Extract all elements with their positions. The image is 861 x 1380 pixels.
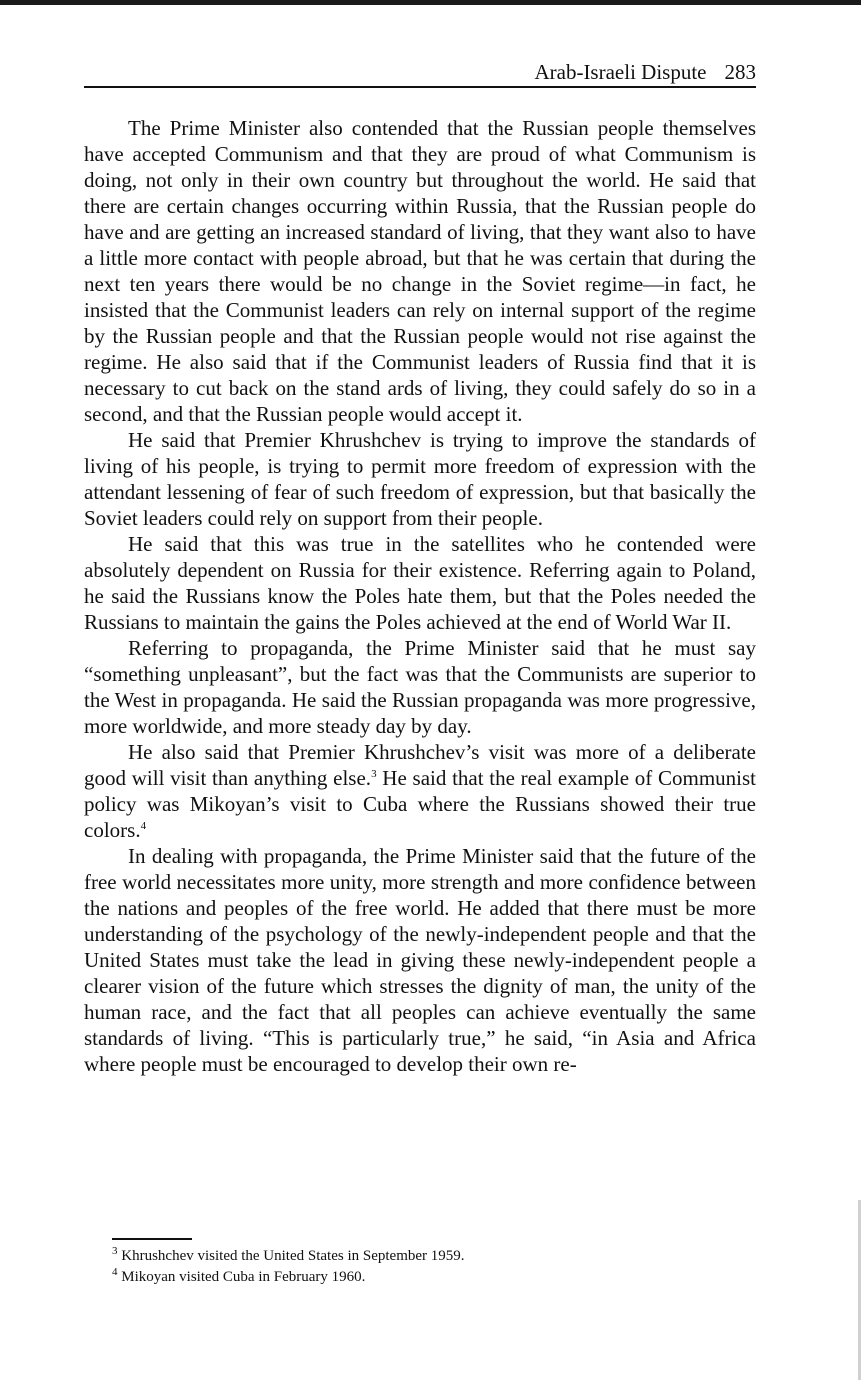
paragraph-6: In dealing with propaganda, the Prime Minister said that the future of the free world necessitates more unity, more strength and more confidence between the nations and peoples of the free world. He added that there must be more understanding of the psychology of the newly-independent people and that the United States must take the lead in giving these newly-independent people a clearer vision of the future which stresses the dignity of man, the unity of the human race, and the fact that all peoples can achieve eventually the same standards of living. “This is particularly true,” he said, “in Asia and Africa where people must be encouraged to develop their own re- (84, 844, 756, 1076)
paragraph-2: He said that Premier Khrushchev is trying to improve the standards of living of his people, is trying to permit more freedom of expression with the attendant lessening of fear of such freedom of expression, but that basically the Soviet leaders could rely on support from their people. (84, 428, 756, 530)
footnotes (112, 1246, 752, 1288)
footnote-4-text: Mikoyan visited Cuba in February 1960. (117, 1269, 366, 1285)
paragraph-5-part-2: He said that the real example of Communist policy was Mikoyan’s visit to Cuba where the Russians showed their true colors. (84, 766, 756, 842)
footnote-ref-4: 4 (140, 820, 147, 832)
footnote-3 (112, 1246, 752, 1267)
header-title: Arab-Israeli Dispute (534, 60, 707, 84)
running-header (84, 58, 756, 88)
paragraph-4: Referring to propaganda, the Prime Minister said that he must say “something unpleasant”, but the fact was that the Communists are superior to the West in propaganda. He said the Russian propaganda was more progressive, more worldwide, and more steady day by day. (84, 636, 756, 738)
paragraph-5-part-1: He also said that Premier Khrushchev’s visit was more of a deliberate good will visit than anything else. (84, 740, 756, 790)
footnote-3-number: 3 (112, 1245, 118, 1257)
footnote-4 (112, 1267, 752, 1288)
body-text (84, 115, 756, 1077)
footnote-3-text: Khrushchev visited the United States in September 1959. (117, 1248, 465, 1264)
page-number: 283 (724, 60, 756, 84)
footnote-rule (112, 1238, 192, 1240)
paragraph-5 (84, 739, 756, 843)
paragraph-1: The Prime Minister also contended that the Russian people themselves have accepted Communism and that they are proud of what Communism is doing, not only in their own country but throughout the world. He said that there are certain changes occurring within Russia, that the Russian people do have and are getting an increased standard of living, that they want also to have a little more contact with people abroad, but that he was certain that during the next ten years there would be no change in the Soviet regime—in fact, he insisted that the Communist leaders can rely on internal support of the regime by the Russian people and that the Russian people would not rise against the regime. He also said that if the Communist leaders of Russia find that it is necessary to cut back on the stand ards of living, they could safely do so in a second, and that the Russian people would accept it. (84, 116, 756, 426)
footnote-ref-3: 3 (371, 768, 377, 780)
page-top-edge (0, 0, 861, 5)
paragraph-3: He said that this was true in the satellites who he contended were absolutely dependent on Russia for their existence. Referring again to Poland, he said the Russians know the Poles hate them, but that the Poles needed the Russians to maintain the gains the Poles achieved at the end of World War II. (84, 532, 756, 634)
footnote-4-number: 4 (112, 1266, 118, 1278)
